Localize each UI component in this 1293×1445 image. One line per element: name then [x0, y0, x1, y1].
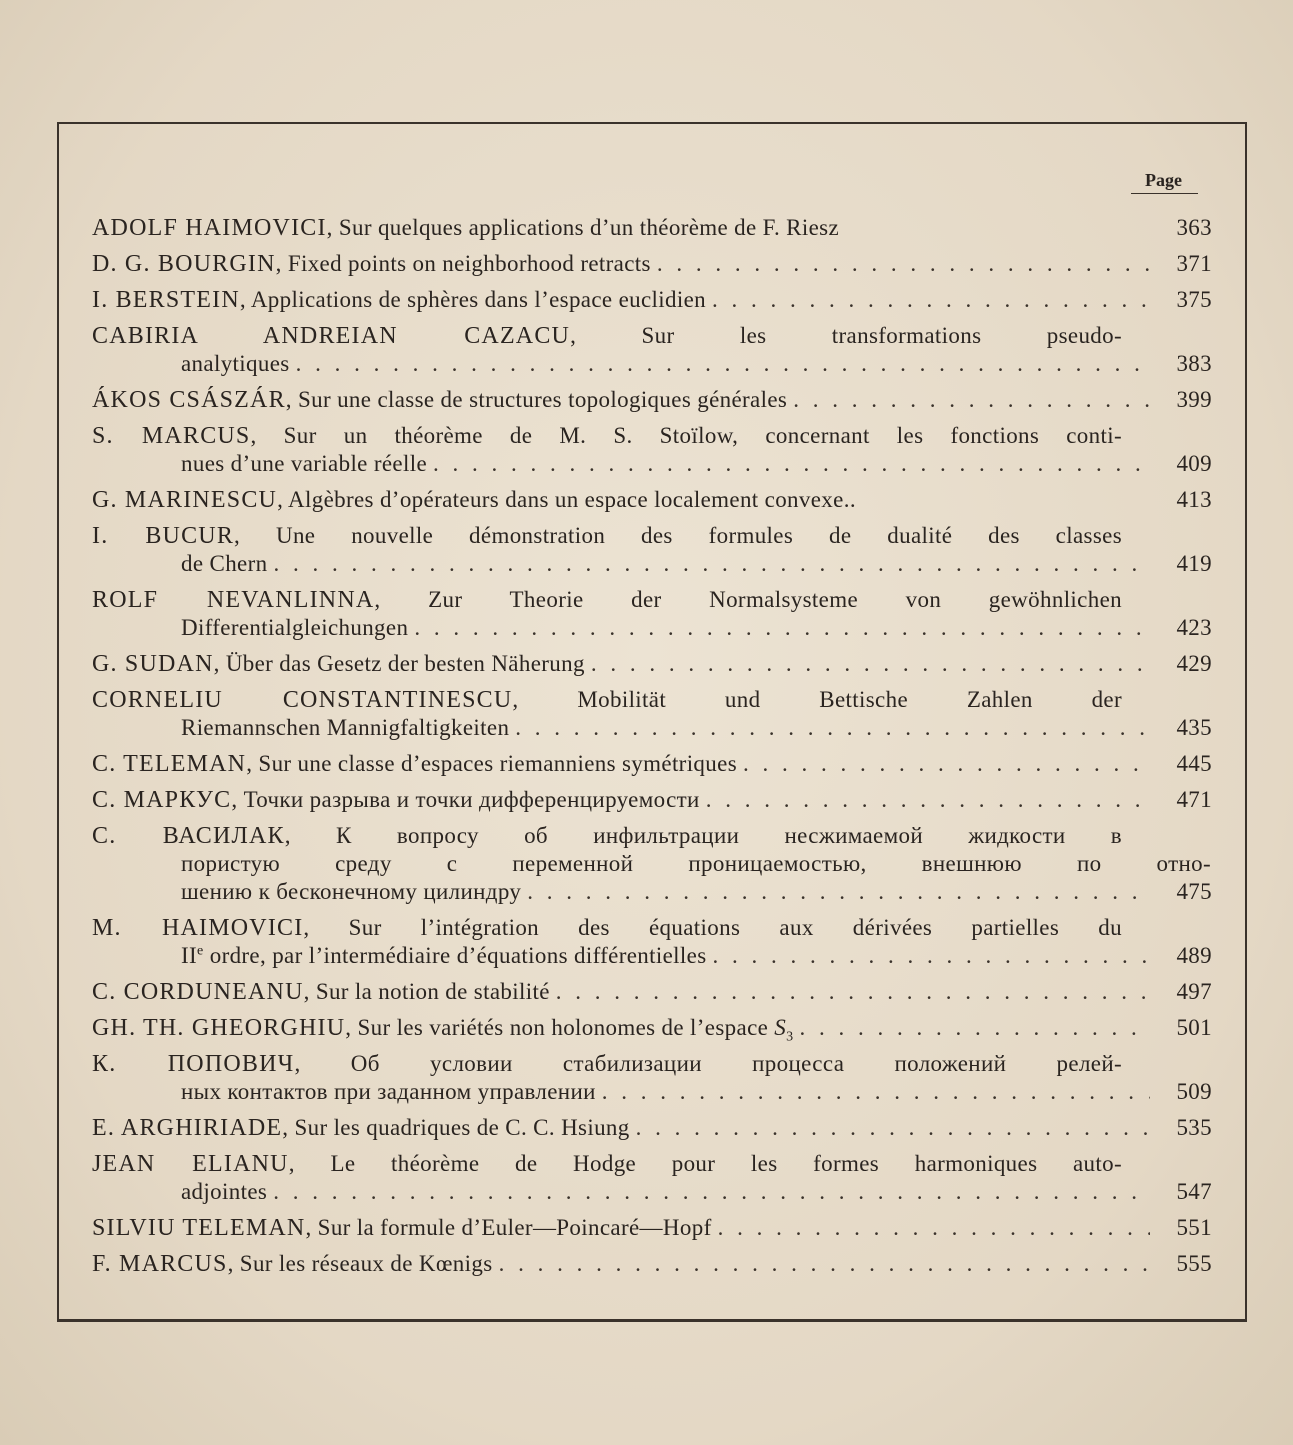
toc-line: GH. TH. GHEORGHIU, Sur les variétés non holonomes de l’espace $S_3$ . . . 501 [92, 1014, 1212, 1042]
dot-leader [273, 550, 1150, 578]
toc-line [92, 614, 1212, 642]
space-symbol: S [774, 1015, 787, 1040]
toc-entry [92, 1214, 1212, 1242]
dot-leader [602, 1078, 1150, 1106]
entry-author: S. MARCUS [92, 423, 251, 449]
dot-leader [414, 614, 1150, 642]
order-superscript: e [197, 943, 204, 959]
entry-title: ных контактов при заданном управлении [181, 1079, 596, 1104]
page-number: 551 [1176, 1215, 1212, 1240]
dot-leader [527, 878, 1150, 906]
page-number: 497 [1176, 979, 1212, 1004]
dot-leader [706, 786, 1150, 814]
entry-title: ordre, par l’intermédiaire d’équations différentielles [209, 943, 707, 968]
entry-title: Об условии стабилизации процесса положений релей- [350, 1051, 1122, 1076]
entry-title: Mobilität und Bettische Zahlen der [577, 687, 1122, 712]
entry-title: Sur une classe de structures topologiques générales [297, 387, 788, 412]
toc-entry [92, 822, 1212, 906]
entry-title: analytiques [181, 351, 290, 376]
entry-title: Sur la formule d’Euler—Poincaré—Hopf [317, 1215, 712, 1240]
entry-title: Sur la notion de stabilité [315, 979, 550, 1004]
entry-title: Sur l’intégration des équations aux dérivées partielles du [348, 915, 1122, 940]
page-number: 475 [1176, 879, 1212, 904]
dot-leader [591, 650, 1150, 678]
dot-leader [499, 1250, 1150, 1278]
entry-author: GH. TH. GHEORGHIU [92, 1015, 346, 1041]
page-number: 445 [1176, 751, 1212, 776]
page-column-header: Page [1131, 170, 1198, 194]
table-of-contents [57, 122, 1247, 1322]
dot-leader [743, 750, 1150, 778]
entry-title: Riemannschen Mannigfaltigkeiten [181, 715, 510, 740]
entry-title: Le théorème de Hodge pour les formes harmoniques auto- [330, 1151, 1122, 1176]
toc-line [92, 350, 1212, 378]
page-number: 383 [1176, 351, 1212, 376]
entry-title: nues d’une variable réelle [181, 451, 428, 476]
toc-line: G. SUDAN, Über das Gesetz der besten Näherung . . . 429 [92, 650, 1212, 678]
toc-line [92, 850, 1211, 878]
entry-author: C. TELEMAN [92, 751, 247, 777]
page-number: 409 [1176, 451, 1212, 476]
page-number: 413 [1176, 487, 1212, 512]
entry-author: К. ПОПОВИЧ [92, 1051, 295, 1077]
toc-entry [92, 650, 1212, 678]
page-number: 363 [1176, 215, 1212, 240]
toc-line: C. TELEMAN, Sur une classe d’espaces riemanniens symétriques . . . 445 [92, 750, 1212, 778]
toc-line: F. MARCUS, Sur les réseaux de Kœnigs . . . 555 [92, 1250, 1212, 1278]
entry-author: ADOLF HAIMOVICI [92, 215, 327, 241]
toc-entry [92, 686, 1212, 742]
toc-line: C. CORDUNEANU, Sur la notion de stabilité . . . 497 [92, 978, 1212, 1006]
entry-title: Sur les transformations pseudo- [641, 323, 1122, 348]
entry-author: ROLF NEVANLINNA [92, 587, 375, 613]
dot-leader [718, 1214, 1150, 1242]
entry-title: пористую среду с переменной проницаемостью, внешнюю по отно- [181, 851, 1211, 876]
entry-author: I. BERSTEIN [92, 287, 240, 313]
entry-title: Algèbres d’opérateurs dans un espace localement convexe.. [288, 487, 856, 512]
dot-leader [800, 1014, 1150, 1042]
toc-entry [92, 522, 1212, 578]
entry-author: E. ARGHIRIADE [92, 1115, 283, 1141]
entry-title: adjointes [181, 1179, 268, 1204]
toc-entry [92, 1050, 1212, 1106]
entry-title: Differentialgleichungen [181, 615, 409, 640]
toc-line: CABIRIA ANDREIAN CAZACU, Sur les transformations pseudo- [92, 323, 1122, 349]
entry-title: шению к бесконечному цилиндру [181, 879, 522, 904]
page-number: 555 [1176, 1251, 1212, 1276]
toc-line [92, 1078, 1212, 1106]
toc-entry [92, 786, 1212, 814]
toc-entry [92, 978, 1212, 1006]
entry-author: CABIRIA ANDREIAN CAZACU [92, 323, 571, 349]
order-numeral: II [181, 943, 198, 968]
entry-title: Une nouvelle démonstration des formules de dualité des classes [275, 523, 1122, 548]
entry-title: Fixed points on neighborhood retracts [287, 251, 651, 276]
toc-entry [92, 586, 1212, 642]
dot-leader [515, 714, 1150, 742]
dot-leader [793, 386, 1150, 414]
dot-leader [713, 942, 1150, 970]
toc-entry [92, 322, 1212, 378]
toc-line [92, 450, 1212, 478]
toc-line: JEAN ELIANU, Le théorème de Hodge pour les formes harmoniques auto- [92, 1151, 1122, 1177]
entry-title: Sur les quadriques de C. C. Hsiung [294, 1115, 630, 1140]
page-number: 429 [1176, 651, 1212, 676]
toc-line [92, 1178, 1212, 1206]
entry-author: I. BUCUR [92, 523, 235, 549]
dot-leader [556, 978, 1150, 1006]
toc-line: ADOLF HAIMOVICI, Sur quelques applications d’un théorème de F. Riesz 363 [92, 215, 1212, 241]
entry-author: JEAN ELIANU [92, 1151, 289, 1177]
toc-entry [92, 214, 1212, 242]
toc-entry [92, 486, 1212, 514]
toc-line: I. BERSTEIN, Applications de sphères dans l’espace euclidien . . . 375 [92, 286, 1212, 314]
entry-author: M. HAIMOVICI [92, 915, 304, 941]
entry-author: SILVIU TELEMAN [92, 1215, 306, 1241]
page-number: 509 [1176, 1079, 1212, 1104]
dot-leader [657, 250, 1150, 278]
toc-line: M. HAIMOVICI, Sur l’intégration des équations aux dérivées partielles du [92, 915, 1122, 941]
entry-title: К вопросу об инфильтрации несжимаемой жидкости в [336, 823, 1122, 848]
toc-entry [92, 386, 1212, 414]
entry-title: Sur une classe d’espaces riemanniens symétriques [258, 751, 737, 776]
entry-author: G. MARINESCU [92, 487, 278, 513]
entry-author: ÁKOS CSÁSZÁR [92, 387, 286, 413]
toc-line [92, 878, 1212, 906]
dot-leader [712, 286, 1150, 314]
page-number: 471 [1176, 787, 1212, 812]
page-number: 489 [1176, 943, 1212, 968]
entry-title: Sur quelques applications d’un théorème de F. Riesz [338, 215, 840, 240]
toc-line [92, 942, 1212, 970]
entry-author: С. ВАСИЛАК [92, 823, 285, 849]
toc-entry [92, 1114, 1212, 1142]
toc-entry [92, 1150, 1212, 1206]
toc-line: D. G. BOURGIN, Fixed points on neighborhood retracts . . . 371 [92, 250, 1212, 278]
toc-entry [92, 250, 1212, 278]
entry-title: Точки разрыва и точки дифференцируемости [243, 787, 700, 812]
entry-title: Sur les variétés non holonomes de l’espace [357, 1015, 769, 1040]
dot-leader [273, 1178, 1150, 1206]
toc-entry [92, 1250, 1212, 1278]
dot-leader [296, 350, 1150, 378]
toc-line: I. BUCUR, Une nouvelle démonstration des formules de dualité des classes [92, 523, 1122, 549]
toc-line [92, 550, 1212, 578]
toc-entry [92, 750, 1212, 778]
toc-line: К. ПОПОВИЧ, Об условии стабилизации процесса положений релей- [92, 1051, 1122, 1077]
page-number: 435 [1176, 715, 1212, 740]
toc-line: CORNELIU CONSTANTINESCU, Mobilität und Bettische Zahlen der [92, 687, 1122, 713]
entry-author: D. G. BOURGIN [92, 251, 276, 277]
toc-line: С. МАРКУС, Точки разрыва и точки дифференцируемости . . . 471 [92, 786, 1212, 814]
entry-author: G. SUDAN [92, 651, 214, 677]
toc-line: ROLF NEVANLINNA, Zur Theorie der Normalsysteme von gewöhnlichen [92, 587, 1122, 613]
toc-entry [92, 1014, 1212, 1045]
toc-line: G. MARINESCU, Algèbres d’opérateurs dans un espace localement convexe.. 413 [92, 487, 1212, 513]
toc-line: С. ВАСИЛАК, К вопросу об инфильтрации несжимаемой жидкости в [92, 823, 1122, 849]
page-number: 535 [1176, 1115, 1212, 1140]
page-number: 399 [1176, 387, 1212, 412]
toc-entry [92, 914, 1212, 970]
entry-author: C. CORDUNEANU [92, 979, 304, 1005]
entry-title: de Chern [181, 551, 268, 576]
toc-line: ÁKOS CSÁSZÁR, Sur une classe de structures topologiques générales . . . 399 [92, 386, 1212, 414]
page-number: 547 [1176, 1179, 1212, 1204]
page-number: 371 [1176, 251, 1212, 276]
toc-entry [92, 422, 1212, 478]
page-number: 423 [1176, 615, 1212, 640]
toc-line: E. ARGHIRIADE, Sur les quadriques de C. C. Hsiung . . . 535 [92, 1114, 1212, 1142]
page-number: 501 [1176, 1015, 1212, 1040]
page-number: 419 [1176, 551, 1212, 576]
entry-title: Sur un théorème de M. S. Stoïlow, concernant les fonctions conti- [283, 423, 1122, 448]
entry-title: Sur les réseaux de Kœnigs [239, 1251, 493, 1276]
dot-leader [636, 1114, 1150, 1142]
space-subscript: 3 [786, 1029, 794, 1045]
page-number: 375 [1176, 287, 1212, 312]
toc-line: SILVIU TELEMAN, Sur la formule d’Euler—Poincaré—Hopf . . . 551 [92, 1214, 1212, 1242]
entry-title: Zur Theorie der Normalsysteme von gewöhnlichen [428, 587, 1122, 612]
toc-line: S. MARCUS, Sur un théorème de M. S. Stoïlow, concernant les fonctions conti- [92, 423, 1122, 449]
entry-author: CORNELIU CONSTANTINESCU [92, 687, 513, 713]
entry-author: F. MARCUS [92, 1251, 228, 1277]
dot-leader [433, 450, 1150, 478]
toc-line [92, 714, 1212, 742]
toc-entry [92, 286, 1212, 314]
entry-title: Über das Gesetz der besten Näherung [225, 651, 585, 676]
entry-author: С. МАРКУС [92, 787, 232, 813]
entry-title: Applications de sphères dans l’espace euclidien [250, 287, 707, 312]
